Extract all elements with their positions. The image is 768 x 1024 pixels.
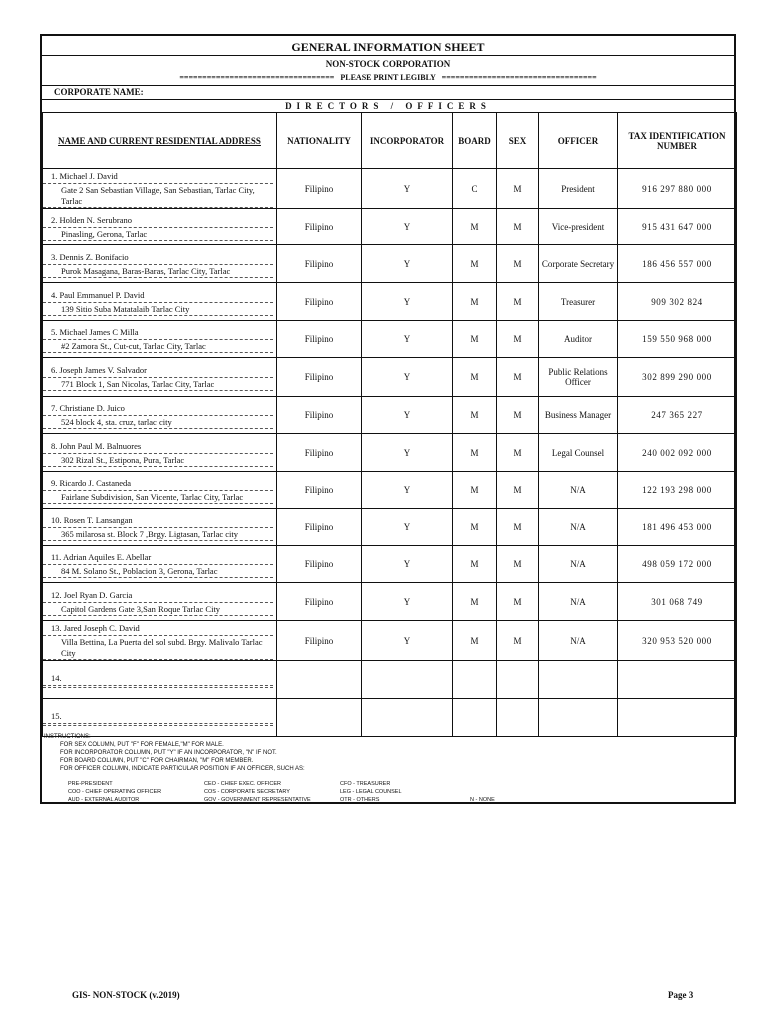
tin-cell: 909 302 824 [618,283,737,321]
director-name [43,621,273,636]
row-number: 3. [51,251,58,262]
instruction-line: FOR INCORPORATOR COLUMN, PUT "Y" IF AN INCORPORATOR, "N" IF NOT. [60,750,277,756]
officer-cell: N/A [539,583,618,621]
row-number: 5. [51,327,58,337]
name-address-cell [43,546,277,583]
divider [42,55,734,56]
tin-cell: 916 297 880 000 [618,169,737,209]
incorporator-cell [362,699,453,737]
officer-code: GOV - GOVERNMENT REPRESENTATIVE [204,797,311,803]
director-name [43,213,273,228]
director-name-text: Michael J. David [59,171,118,181]
sheet-subtitle: NON-STOCK CORPORATION [325,59,451,69]
row-number: 1. [51,171,58,181]
director-name-text: Adrian Aquiles E. Abellar [62,552,152,562]
nationality-cell: Filipino [277,397,362,434]
director-name-text: Christiane D. Juico [59,403,125,413]
officer-code: PRE-PRESIDENT [68,781,113,787]
name-address-cell [43,397,277,434]
table-row [43,546,737,583]
officer-cell: Public Relations Officer [539,358,618,397]
director-name-text: Paul Emmanuel P. David [59,289,145,300]
officer-code-row [68,796,530,804]
table-row [43,321,737,358]
table-row [43,397,737,434]
instruction-line: FOR SEX COLUMN, PUT "F" FOR FEMALE,"M" FOR MALE. [60,742,224,748]
officer-cell: Corporate Secretary [539,245,618,283]
officer-code: CFO - TREASURER [340,781,391,787]
nationality-cell: Filipino [277,472,362,509]
director-address: Pinasling, Gerona, Tarlac [43,228,273,241]
sex-cell: M [497,321,539,358]
nationality-cell: Filipino [277,434,362,472]
name-address-cell [43,169,277,209]
table-row [43,209,737,245]
director-name-text: Michael James C Milla [59,327,139,337]
information-sheet [40,34,736,804]
director-name [43,588,273,603]
director-name [43,288,273,303]
board-cell [453,699,497,737]
instructions-label: INSTRUCTIONS: [44,734,91,740]
director-name [43,513,273,528]
nationality-cell: Filipino [277,583,362,621]
row-number: 15. [51,711,62,721]
row-number: 8. [51,440,58,451]
nationality-cell: Filipino [277,209,362,245]
tin-cell: 240 002 092 000 [618,434,737,472]
table-row [43,621,737,661]
tin-cell: 159 550 968 000 [618,321,737,358]
director-name-text: Joel Ryan D. Garcia [63,589,133,600]
director-name [43,671,273,686]
name-address-cell [43,661,277,699]
officer-cell: President [539,169,618,209]
corporate-name-label: CORPORATE NAME: [54,87,144,97]
officer-code: N - NONE [470,797,495,803]
officer-code: CEO - CHIEF EXEC. OFFICER [204,781,282,787]
column-header-sex: SEX [497,113,539,169]
officer-cell: N/A [539,546,618,583]
nationality-cell: Filipino [277,509,362,546]
officer-cell: Business Manager [539,397,618,434]
table-row [43,661,737,699]
director-address: 771 Block 1, San Nicolas, Tarlac City, Tarlac [43,378,273,391]
divider [42,99,734,100]
row-number: 13. [51,623,62,633]
sex-cell: M [497,472,539,509]
incorporator-cell: Y [362,245,453,283]
sex-cell: M [497,245,539,283]
director-address: 302 Rizal St., Estipona, Pura, Tarlac [43,454,273,467]
tin-cell: 122 193 298 000 [618,472,737,509]
nationality-cell: Filipino [277,358,362,397]
officer-code-row [68,788,530,796]
tin-cell: 181 496 453 000 [618,509,737,546]
instructions [42,733,734,773]
nationality-cell: Filipino [277,321,362,358]
officer-code: AUD - EXTERNAL AUDITOR [68,797,140,803]
divider [42,85,734,86]
row-number: 11. [51,552,62,562]
row-number: 2. [51,214,58,225]
incorporator-cell: Y [362,209,453,245]
sex-cell: M [497,434,539,472]
sex-cell [497,699,539,737]
table-row [43,283,737,321]
board-cell: M [453,245,497,283]
officer-cell: Auditor [539,321,618,358]
director-name-text: Jared Joseph C. David [63,623,140,633]
table-row [43,583,737,621]
sex-cell: M [497,283,539,321]
incorporator-cell: Y [362,397,453,434]
director-name-text: Holden N. Serubrano [59,214,132,225]
table-row [43,358,737,397]
officer-code: LEG - LEGAL COUNSEL [340,789,402,795]
page-number: Page 3 [668,990,694,1000]
director-name [43,250,273,265]
nationality-cell [277,661,362,699]
tin-cell: 320 953 520 000 [618,621,737,661]
nationality-cell: Filipino [277,546,362,583]
board-cell: M [453,509,497,546]
sex-cell: M [497,169,539,209]
officer-code: COO - CHIEF OPERATING OFFICER [68,789,162,795]
sex-cell: M [497,509,539,546]
row-number: 6. [51,365,58,375]
nationality-cell: Filipino [277,245,362,283]
board-cell: M [453,434,497,472]
name-address-cell [43,209,277,245]
director-address [43,724,273,726]
director-address: Capitol Gardens Gate 3,San Roque Tarlac City [43,603,273,616]
nationality-cell [277,699,362,737]
director-address: 524 block 4, sta. cruz, tarlac city [43,416,273,429]
director-address: Gate 2 San Sebastian Village, San Sebastian, Tarlac City, Tarlac [43,184,273,208]
incorporator-cell: Y [362,169,453,209]
sex-cell: M [497,621,539,661]
incorporator-cell: Y [362,472,453,509]
officer-cell: N/A [539,472,618,509]
incorporator-cell: Y [362,321,453,358]
officer-cell [539,661,618,699]
director-address: 84 M. Solano St., Poblacion 3, Gerona, Tarlac [43,565,273,578]
name-address-cell [43,509,277,546]
director-address [43,686,273,688]
director-address: 139 Sitio Suba Matatalaib Tarlac City [43,303,273,316]
column-header-nationality: NATIONALITY [277,113,362,169]
directors-table [42,112,737,737]
incorporator-cell: Y [362,358,453,397]
officer-code: OTR - OTHERS [340,797,380,803]
director-name [43,476,273,491]
name-address-cell [43,699,277,737]
column-header-incorporator: INCORPORATOR [362,113,453,169]
name-address-cell [43,472,277,509]
nationality-cell: Filipino [277,283,362,321]
tin-cell: 301 068 749 [618,583,737,621]
tin-cell: 247 365 227 [618,397,737,434]
tin-cell [618,699,737,737]
instruction-line: FOR BOARD COLUMN, PUT "C" FOR CHAIRMAN, "M" FOR MEMBER. [60,758,254,764]
name-address-cell [43,283,277,321]
row-number: 9. [51,478,58,488]
directors-table-body [43,169,737,737]
print-legibly-note: ================================== PLEASE PRINT LEGIBLY ================================== [179,73,597,82]
name-address-cell [43,621,277,661]
sex-cell: M [497,358,539,397]
board-cell: M [453,583,497,621]
column-header-officer: OFFICER [539,113,618,169]
board-cell: M [453,621,497,661]
board-cell: M [453,283,497,321]
sex-cell: M [497,209,539,245]
board-cell [453,661,497,699]
row-number: 10. [51,515,62,525]
officer-cell: Legal Counsel [539,434,618,472]
director-name-text: John Paul M. Balnuores [59,440,142,451]
director-name-text: Dennis Z. Bonifacio [59,251,129,262]
director-name [43,550,273,565]
column-header-name-address: NAME AND CURRENT RESIDENTIAL ADDRESS [43,113,277,169]
name-address-cell [43,583,277,621]
officer-code: COS - CORPORATE SECRETARY [204,789,290,795]
nationality-cell: Filipino [277,621,362,661]
incorporator-cell: Y [362,283,453,321]
name-address-cell [43,245,277,283]
tin-cell: 915 431 647 000 [618,209,737,245]
sex-cell: M [497,397,539,434]
board-cell: M [453,321,497,358]
incorporator-cell: Y [362,546,453,583]
officer-code-row [68,780,530,788]
name-address-cell [43,358,277,397]
board-cell: M [453,209,497,245]
director-address: Purok Masagana, Baras-Baras, Tarlac City, Tarlac [43,265,273,278]
board-cell: C [453,169,497,209]
incorporator-cell: Y [362,509,453,546]
row-number: 14. [51,673,62,683]
sex-cell: M [497,546,539,583]
director-name-text: Joseph James V. Salvador [59,365,148,375]
director-name [43,439,273,454]
table-row [43,169,737,209]
table-row [43,699,737,737]
officer-codes [68,780,530,804]
incorporator-cell: Y [362,621,453,661]
board-cell: M [453,546,497,583]
column-header-board: BOARD [453,113,497,169]
incorporator-cell: Y [362,434,453,472]
officer-cell: N/A [539,509,618,546]
director-address: 365 milarosa st. Block 7 ,Brgy. Ligtasan, Tarlac city [43,528,273,541]
name-address-cell [43,434,277,472]
officer-cell [539,699,618,737]
sheet-title: GENERAL INFORMATION SHEET [291,40,485,54]
table-row [43,245,737,283]
director-name-text: Ricardo J. Castaneda [59,478,132,488]
board-cell: M [453,358,497,397]
director-address: Villa Bettina, La Puerta del sol subd. Brgy. Malivalo Tarlac City [43,636,273,660]
officer-cell: Vice-president [539,209,618,245]
incorporator-cell: Y [362,583,453,621]
name-address-cell [43,321,277,358]
sex-cell [497,661,539,699]
row-number: 4. [51,289,58,300]
row-number: 12. [51,589,62,600]
officer-cell: Treasurer [539,283,618,321]
tin-cell: 498 059 172 000 [618,546,737,583]
table-row [43,434,737,472]
board-cell: M [453,472,497,509]
table-row [43,509,737,546]
director-name [43,709,273,724]
table-row [43,472,737,509]
director-address: Fairlane Subdivision, San Vicente, Tarlac City, Tarlac [43,491,273,504]
board-cell: M [453,397,497,434]
row-number: 7. [51,403,58,413]
director-name-text: Rosen T. Lansangan [63,515,133,525]
form-id: GIS- NON-STOCK (v.2019) [72,990,180,1000]
sex-cell: M [497,583,539,621]
section-title: DIRECTORS / OFFICERS [285,101,491,111]
director-address: #2 Zamora St., Cut-cut, Tarlac City, Tarlac [43,340,273,353]
nationality-cell: Filipino [277,169,362,209]
director-name [43,401,273,416]
incorporator-cell [362,661,453,699]
director-name [43,363,273,378]
officer-cell: N/A [539,621,618,661]
tin-cell: 302 899 290 000 [618,358,737,397]
director-name [43,325,273,340]
column-header-tin: TAX IDENTIFICATION NUMBER [618,113,737,169]
tin-cell [618,661,737,699]
tin-cell: 186 456 557 000 [618,245,737,283]
instruction-line: FOR OFFICER COLUMN, INDICATE PARTICULAR POSITION IF AN OFFICER, SUCH AS: [60,766,305,772]
director-name [43,169,273,184]
